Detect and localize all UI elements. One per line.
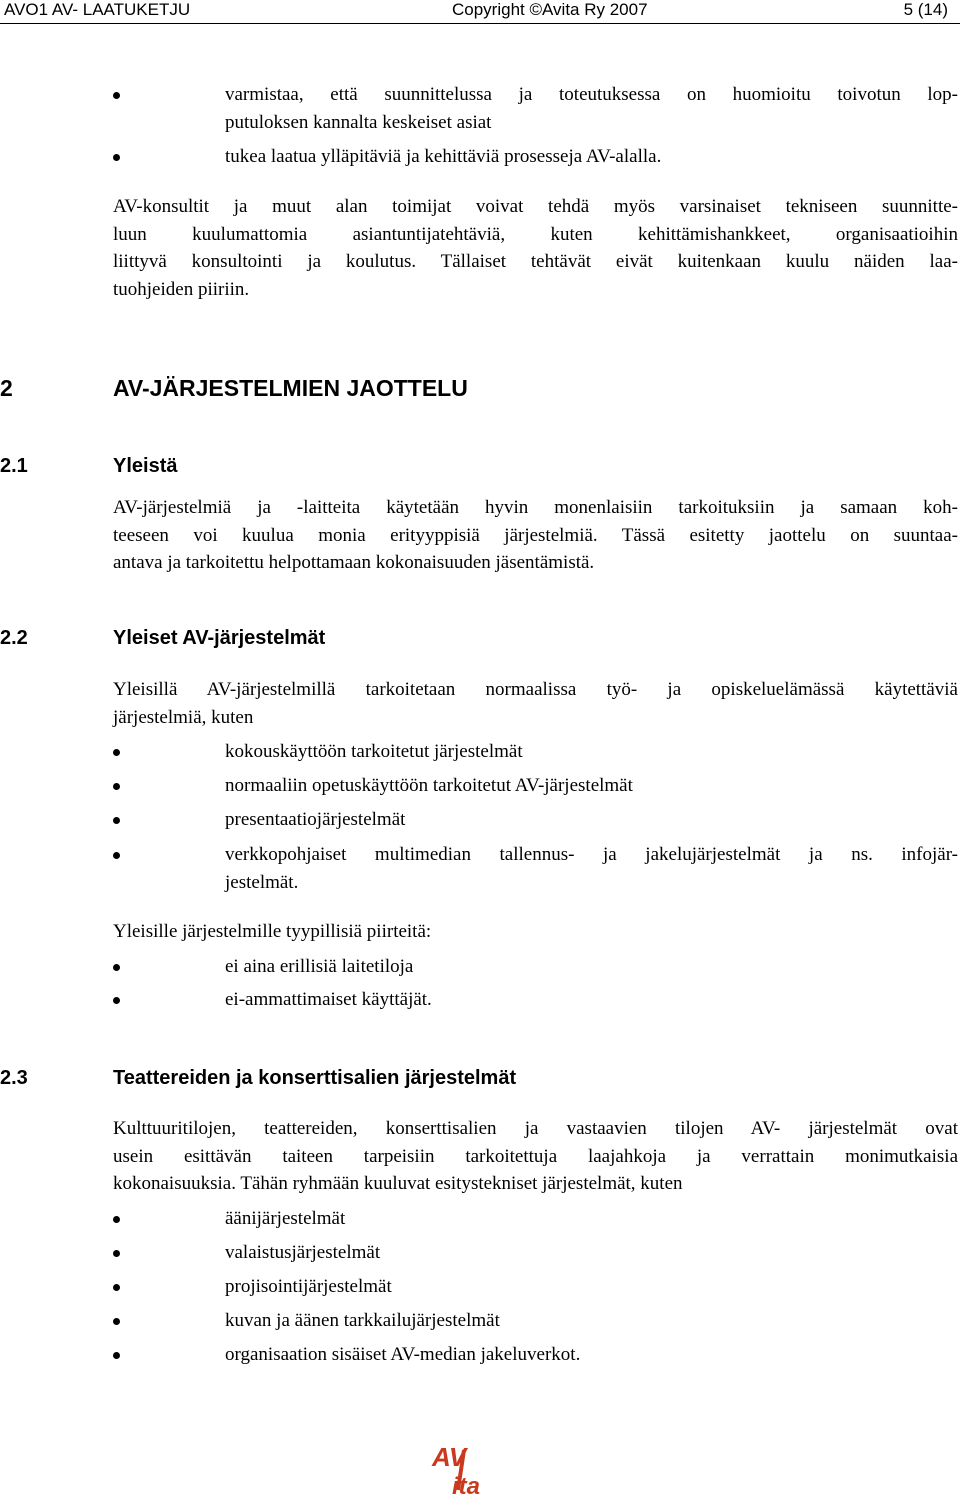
header-copyright: Copyright ©Avita Ry 2007 [452, 0, 648, 19]
list-item-line: valaistusjärjestelmät [225, 1242, 381, 1263]
list-item-line: kokouskäyttöön tarkoitetut järjestelmät [225, 741, 523, 762]
list-item-line: kuvan ja äänen tarkkailujärjestelmät [225, 1310, 500, 1331]
list-item-line: ei-ammattimaiset käyttäjät. [225, 989, 432, 1010]
bullet-icon [113, 997, 120, 1004]
bullet-icon [113, 749, 120, 756]
avita-logo [428, 1440, 496, 1500]
paragraph-line: Yleisillä AV-järjestelmillä tarkoitetaan normaalissa työ- ja opiskeluelämässä käytettäviä [113, 679, 958, 700]
list-item-line: tukea laatua ylläpitäviä ja kehittäviä prosesseja AV-alalla. [225, 146, 662, 167]
list-item-line: verkkopohjaiset multimedian tallennus- ja jakelujärjestelmät ja ns. infojär- [225, 844, 958, 865]
bullet-icon [113, 817, 120, 824]
bullet-icon [113, 852, 120, 859]
section-number: 2 [0, 375, 13, 401]
subsection-number: 2.1 [0, 455, 28, 477]
paragraph [113, 918, 958, 946]
subsection-number: 2.2 [0, 627, 28, 649]
logo-text-top: AV [432, 1442, 467, 1472]
bullet-icon [113, 1318, 120, 1325]
bullet-icon [113, 1284, 120, 1291]
list-item-line: äänijärjestelmät [225, 1208, 346, 1229]
list-item-line: ei aina erillisiä laitetiloja [225, 956, 414, 977]
bullet-icon [113, 783, 120, 790]
list-item-line: presentaatiojärjestelmät [225, 809, 406, 830]
paragraph-line: teeseen voi kuulua monia erityyppisiä järjestelmiä. Tässä esitetty jaottelu on suuntaa- [113, 524, 958, 546]
paragraph-line: luun kuulumattomia asiantuntijatehtäviä, kuten kehittämishankkeet, organisaatioihin [113, 223, 958, 245]
intro-paragraph [113, 193, 958, 303]
paragraph-line: liittyvä konsultointi ja koulutus. Tällaiset tehtävät eivät kuitenkaan kuulu näiden laa- [113, 251, 958, 272]
paragraph-line: järjestelmiä, kuten [113, 706, 254, 728]
bullet-icon [113, 964, 120, 971]
bullet-icon [113, 1250, 120, 1257]
list-item-line: varmistaa, että suunnittelussa ja toteutuksessa on huomioitu toivotun lop- [225, 84, 958, 105]
subsection-title: Yleiset AV-järjestelmät [113, 627, 326, 649]
paragraph-line: kokonaisuuksia. Tähän ryhmään kuuluvat esitystekniset järjestelmät, kuten [113, 1173, 683, 1194]
bullet-icon [113, 1352, 120, 1359]
header-page-number: 5 (14) [903, 0, 948, 19]
paragraph-line: AV-konsultit ja muut alan toimijat voivat tehdä myös varsinaiset tekniseen suunnitte- [113, 196, 958, 217]
bullet-icon [113, 92, 120, 99]
subsection-title: Teattereiden ja konserttisalien järjestelmät [113, 1067, 517, 1089]
paragraph-line: AV-järjestelmiä ja -laitteita käytetään hyvin monenlaisiin tarkoituksiin ja samaan koh- [113, 497, 958, 518]
bullet-icon [113, 154, 120, 161]
paragraph-line: antava ja tarkoitettu helpottamaan kokonaisuuden jäsentämistä. [113, 552, 595, 573]
list-item-line: jestelmät. [225, 871, 299, 893]
paragraph-line: tuohjeiden piiriin. [113, 278, 250, 300]
subsection-number: 2.3 [0, 1067, 28, 1089]
paragraph-line: usein esittävän taiteen tarpeisiin tarkoitettuja laajahkoja ja verrattain monimutkaisia [113, 1145, 958, 1167]
paragraph-line: Yleisille järjestelmille tyypillisiä piirteitä: [113, 921, 432, 942]
paragraph [113, 1115, 958, 1198]
list-item-line: normaaliin opetuskäyttöön tarkoitetut AV-järjestelmät [225, 775, 633, 796]
subsection-title: Yleistä [113, 455, 178, 477]
paragraph [113, 494, 958, 577]
section-title: AV-JÄRJESTELMIEN JAOTTELU [113, 375, 468, 401]
paragraph-line: Kulttuuritilojen, teattereiden, konserttisalien ja vastaavien tilojen AV- järjestelmät ovat [113, 1118, 958, 1139]
list-item-line: projisointijärjestelmät [225, 1276, 392, 1297]
paragraph [113, 676, 958, 731]
list-item-line: organisaation sisäiset AV-median jakeluverkot. [225, 1344, 581, 1365]
list-item-line: putuloksen kannalta keskeiset asiat [225, 111, 492, 133]
header-document-id: AVO1 AV- LAATUKETJU [4, 0, 191, 19]
header-rule [0, 23, 960, 24]
bullet-icon [113, 1216, 120, 1223]
logo-text-bottom: ita [452, 1473, 481, 1500]
